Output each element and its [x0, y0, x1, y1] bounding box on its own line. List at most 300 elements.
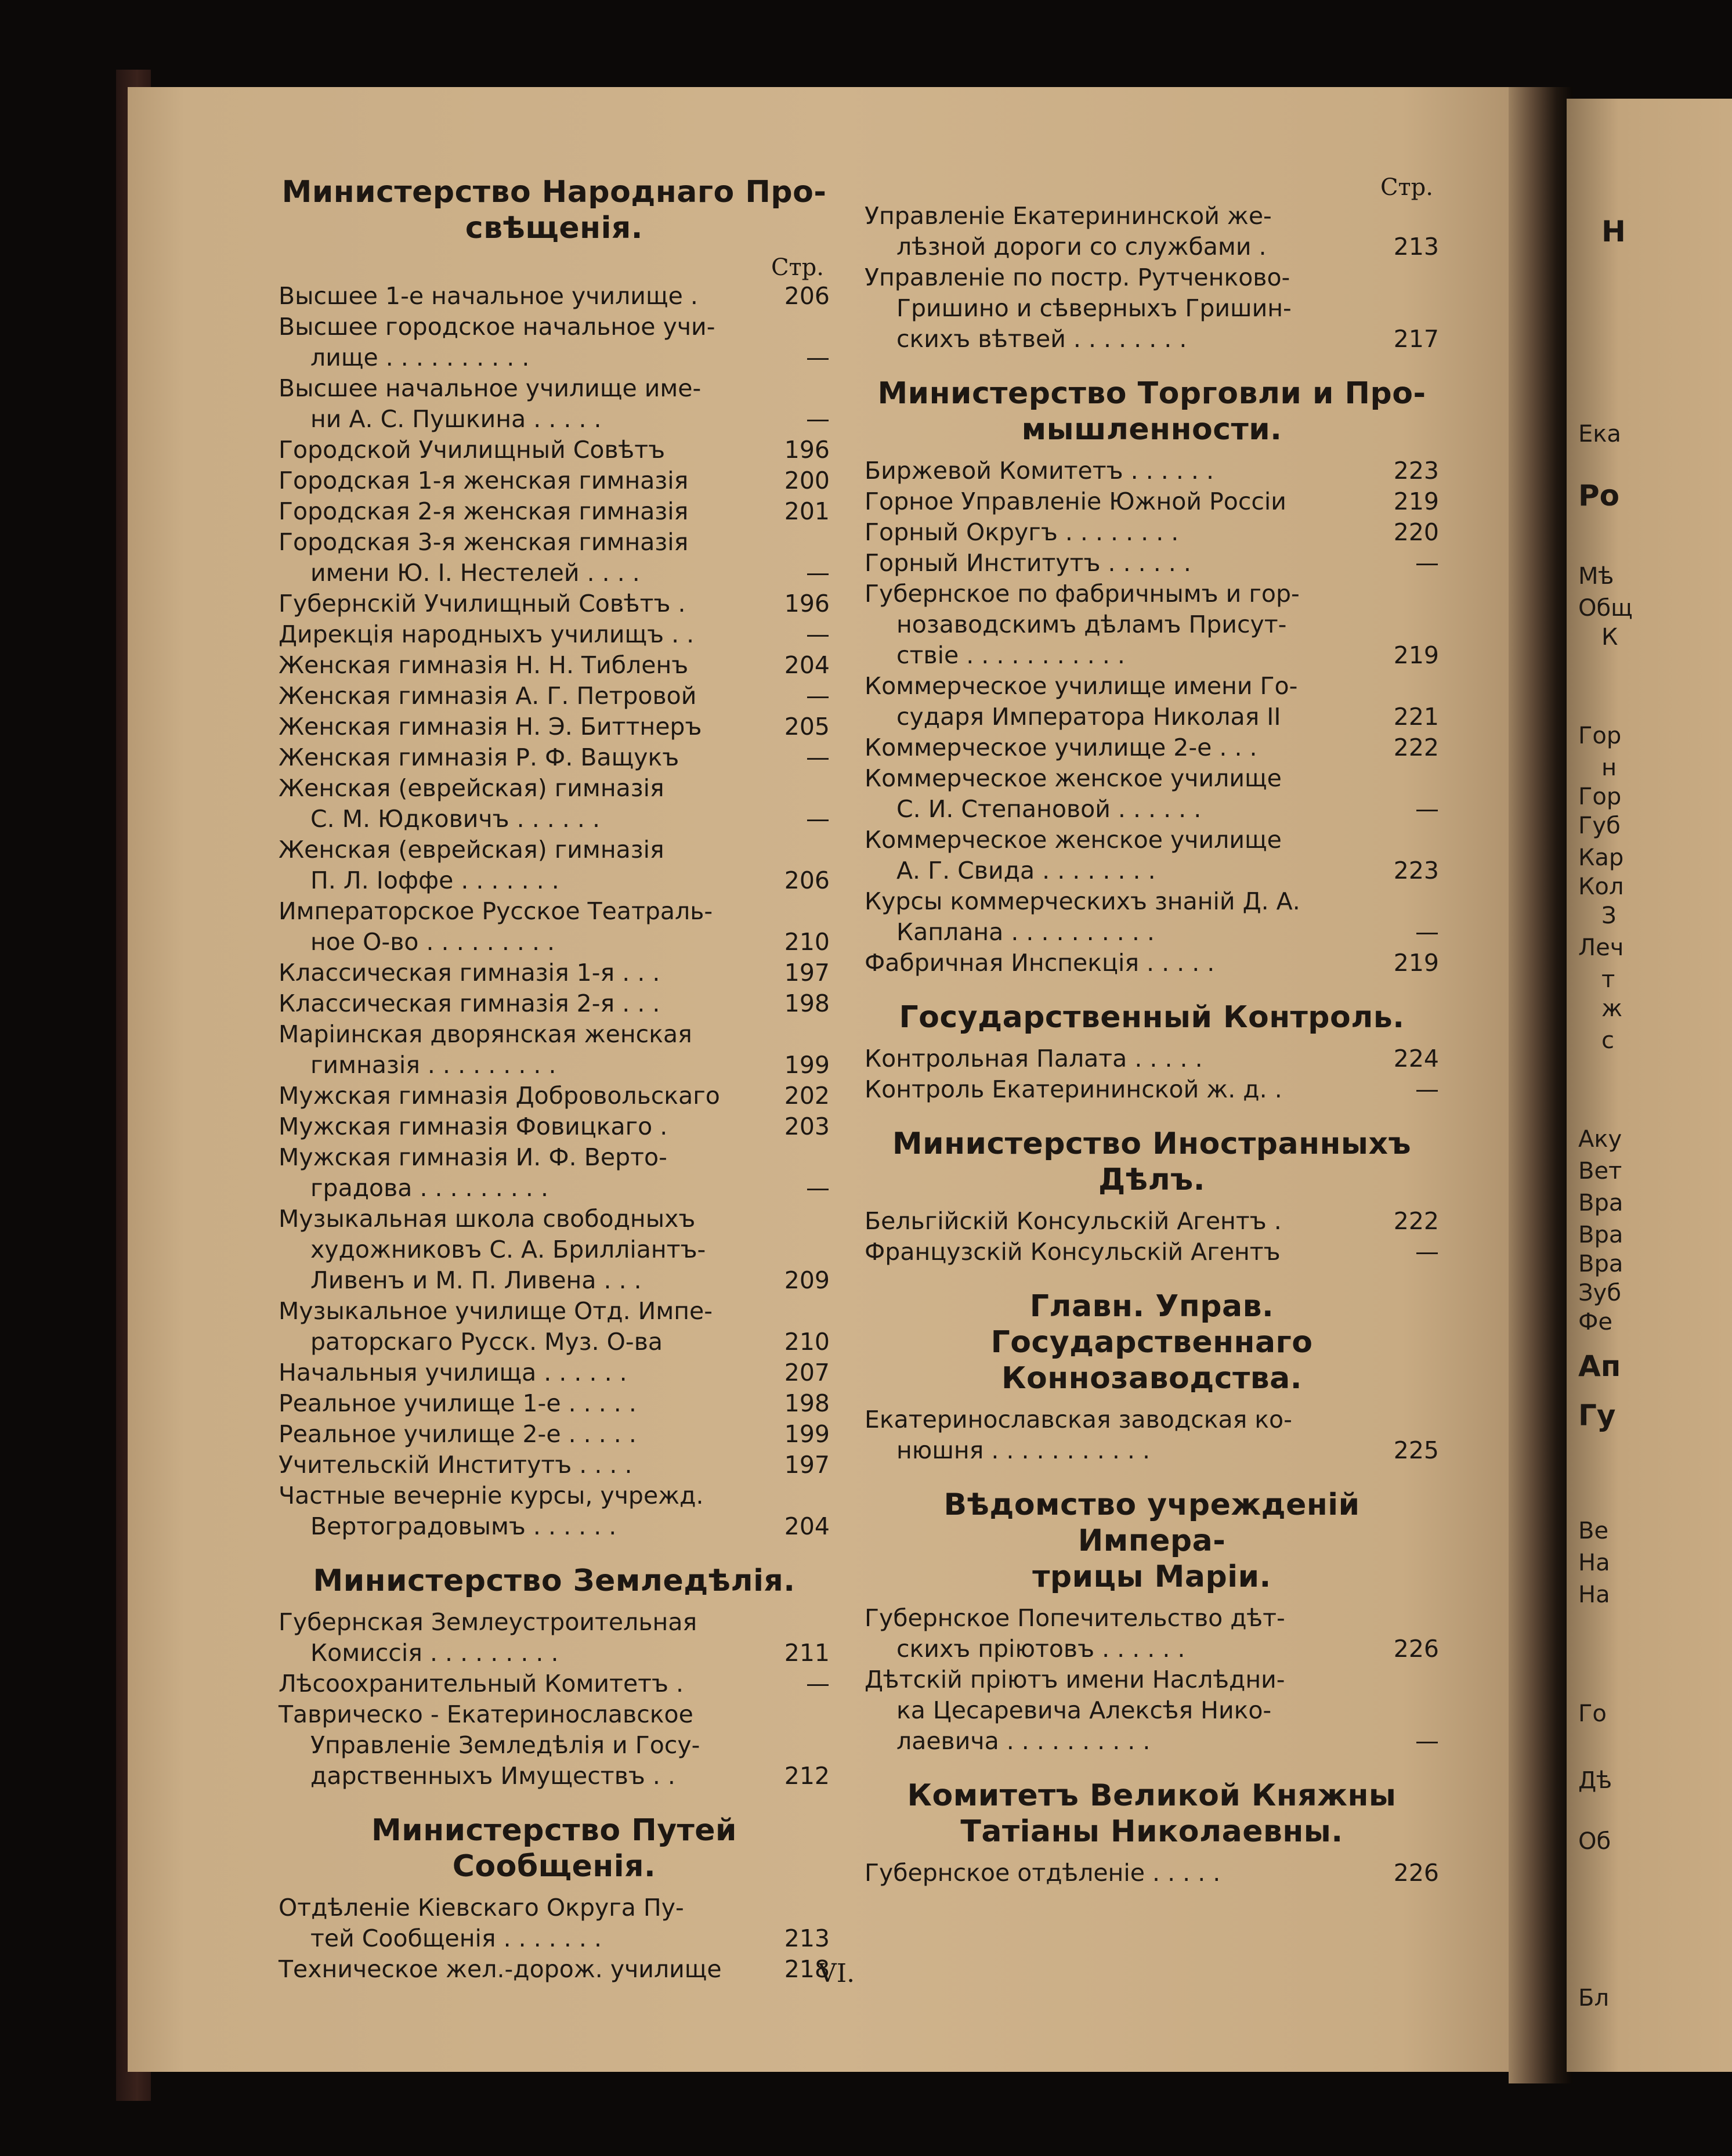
entry-title-line: Биржевой Комитетъ . . . . . . [865, 457, 1214, 485]
entry-title-line: сударя Императора Николая II [896, 703, 1281, 731]
entry-title [279, 1388, 766, 1419]
index-entry [865, 1237, 1439, 1267]
entry-page-number: 198 [784, 989, 830, 1017]
index-entry [279, 1111, 830, 1142]
entry-title [279, 1607, 766, 1669]
entry-title-line: художниковъ С. А. Брилліантъ- [310, 1236, 706, 1263]
section-heading [279, 1563, 830, 1599]
entry-page-number: 226 [1393, 1859, 1439, 1887]
facing-page-text-fragment: Гу [1578, 1399, 1616, 1432]
entry-title [865, 825, 1375, 886]
entry-title [279, 1204, 766, 1296]
section-heading-line: трицы Маріи. [1032, 1559, 1271, 1594]
index-entry [279, 1893, 830, 1954]
section-heading [279, 1812, 830, 1884]
facing-page-text-fragment: Ап [1578, 1349, 1621, 1383]
entry-page-number: 206 [784, 866, 830, 894]
section-gap [279, 1792, 830, 1812]
entry-page-number: 201 [784, 497, 830, 525]
entry-page-number: — [806, 344, 830, 371]
section-heading-line: Дѣлъ. [1098, 1162, 1205, 1197]
entry-page-number: 212 [784, 1762, 830, 1790]
facing-page-text-fragment: Общ [1578, 595, 1633, 622]
entry-title-line: скихъ пріютовъ . . . . . . [896, 1635, 1185, 1663]
entry-title-line: Лѣсоохранительный Комитетъ . [279, 1670, 684, 1698]
entry-title-line: градова . . . . . . . . . [310, 1174, 548, 1202]
entry-page-number: — [1415, 1238, 1439, 1266]
entry-title-line: гимназія . . . . . . . . . [310, 1051, 556, 1079]
entry-title-line: Музыкальная школа свободныхъ [279, 1205, 696, 1233]
entry-page-number: 222 [1393, 734, 1439, 761]
entry-title-line: Женская гимназія Н. Э. Биттнеръ [279, 713, 702, 741]
entry-title-line: Ливенъ и М. П. Ливена . . . [310, 1266, 642, 1294]
entry-title [279, 681, 766, 712]
section-gap [865, 1757, 1439, 1778]
entry-page-number: 204 [784, 651, 830, 679]
facing-page-text-fragment: Мѣ [1578, 563, 1614, 590]
entry-title-line: дарственныхъ Имуществъ . . [310, 1762, 675, 1790]
entry-title-line: Губернскій Училищный Совѣтъ . [279, 590, 686, 617]
entry-title-line: Таврическо - Екатеринославское [279, 1700, 693, 1728]
entry-title-line: Городской Училищный Совѣтъ [279, 436, 666, 464]
index-entry [279, 1388, 830, 1419]
entry-page-number: 217 [1393, 325, 1439, 353]
facing-page-text-fragment: Го [1578, 1700, 1607, 1727]
book-gutter [1509, 87, 1572, 2083]
index-entry [865, 1603, 1439, 1664]
entry-page-number: 211 [784, 1639, 830, 1667]
entry-title-line: П. Л. Іоффе . . . . . . . [310, 866, 559, 894]
entry-title-line: Управленіе по постр. Рутченково- [865, 263, 1290, 291]
entry-title-line: Горный Институтъ . . . . . . [865, 549, 1191, 577]
entry-title [865, 1858, 1375, 1888]
entry-title [865, 486, 1375, 517]
facing-page-text-fragment: с [1601, 1027, 1614, 1054]
entry-title [865, 1074, 1375, 1105]
entry-title [279, 312, 766, 373]
section-gap [865, 1267, 1439, 1288]
entry-title [279, 588, 766, 619]
entry-title-line: С. И. Степановой . . . . . . [896, 795, 1202, 823]
entry-page-number: 204 [784, 1512, 830, 1540]
index-entry [279, 650, 830, 681]
entry-title-line: Высшее начальное училище име- [279, 374, 702, 402]
entry-title [865, 1404, 1375, 1466]
entry-title [279, 373, 766, 435]
entry-title [279, 988, 766, 1019]
entry-page-number: 219 [1393, 641, 1439, 669]
entry-title [865, 548, 1375, 579]
entry-title [865, 201, 1375, 262]
entry-title [279, 1081, 766, 1111]
index-entry [865, 1043, 1439, 1074]
entry-page-number: 197 [784, 959, 830, 987]
page-number: VI. [818, 1959, 855, 1988]
entry-title-line: Женская (еврейская) гимназія [279, 774, 664, 802]
index-entry [279, 496, 830, 527]
facing-page-text-fragment: ж [1601, 995, 1623, 1022]
entry-page-number: 205 [784, 713, 830, 741]
entry-title-line: Классическая гимназія 1-я . . . [279, 959, 660, 987]
index-entry [279, 1607, 830, 1669]
entry-title-line: Управленіе Земледѣлія и Госу- [310, 1731, 700, 1759]
section-gap [865, 978, 1439, 999]
index-entry [865, 456, 1439, 486]
facing-page-text-fragment: Вра [1578, 1190, 1623, 1216]
entry-page-number: — [1415, 795, 1439, 823]
facing-page-text-fragment: Ека [1578, 421, 1621, 447]
index-entry [865, 732, 1439, 763]
index-entry [279, 1954, 830, 1985]
entry-title-line: Женская гимназія Н. Н. Тибленъ [279, 651, 689, 679]
entry-title-line: Коммерческое женское училище [865, 764, 1282, 792]
facing-page-text-fragment: Гор [1578, 723, 1622, 749]
index-entry [279, 1204, 830, 1296]
entry-page-number: 210 [784, 1328, 830, 1356]
index-entry [279, 1480, 830, 1542]
entry-title [279, 1893, 766, 1954]
entry-title [865, 1664, 1375, 1757]
entry-page-number: 226 [1393, 1635, 1439, 1663]
entry-title-line: Французскій Консульскій Агентъ [865, 1238, 1281, 1266]
index-entry [865, 763, 1439, 825]
entry-title-line: Мужская гимназія И. Ф. Верто- [279, 1143, 667, 1171]
index-entry [279, 1296, 830, 1357]
entry-page-number: — [1415, 549, 1439, 577]
section-heading [865, 375, 1439, 447]
entry-page-number: 196 [784, 436, 830, 464]
entry-title-line: Губернское отдѣленіе . . . . . [865, 1859, 1221, 1887]
entry-title-line: Екатеринославская заводская ко- [865, 1406, 1292, 1433]
entry-title [865, 1043, 1375, 1074]
index-entry [279, 527, 830, 588]
section-heading-line: свѣщенія. [465, 211, 643, 245]
book-page-right-fragment [1567, 99, 1732, 2072]
entry-title [865, 732, 1375, 763]
section-heading-line: Министерство Иностранныхъ [892, 1126, 1412, 1161]
index-entry [279, 896, 830, 958]
entry-title-line: Губернское по фабричнымъ и гор- [865, 580, 1300, 608]
entry-title-line: Дирекція народныхъ училищъ . . [279, 620, 695, 648]
entry-page-number: — [1415, 1075, 1439, 1103]
facing-page-text-fragment: Вра [1578, 1222, 1623, 1248]
entry-page-number: — [806, 805, 830, 833]
entry-page-number: — [806, 1174, 830, 1202]
entry-title-line: С. М. Юдковичъ . . . . . . [310, 805, 600, 833]
index-entry [279, 435, 830, 465]
entry-page-number: 210 [784, 928, 830, 956]
facing-page-text-fragment: Аку [1578, 1126, 1622, 1153]
index-entry [279, 1669, 830, 1699]
section-heading [865, 1778, 1439, 1850]
facing-page-text-fragment: Губ [1578, 812, 1621, 839]
entry-title-line: Курсы коммерческихъ знаній Д. А. [865, 887, 1300, 915]
entry-title-line: Частные вечерніе курсы, учрежд. [279, 1482, 704, 1509]
entry-page-number: — [1415, 1727, 1439, 1755]
entry-title-line: Каплана . . . . . . . . . . [896, 918, 1155, 946]
entry-title-line: Губернское Попечительство дѣт- [865, 1604, 1285, 1632]
facing-page-text-fragment: Ро [1578, 479, 1619, 512]
facing-page-text-fragment: Бл [1578, 1985, 1610, 2011]
index-entry [279, 465, 830, 496]
index-entry [279, 742, 830, 773]
index-entry [279, 1699, 830, 1792]
entry-page-number: 197 [784, 1451, 830, 1479]
entry-title-line: нюшня . . . . . . . . . . . [896, 1436, 1151, 1464]
facing-page-text-fragment: На [1578, 1581, 1610, 1608]
index-entry [279, 773, 830, 835]
section-heading [279, 174, 830, 246]
entry-page-number: 219 [1393, 949, 1439, 977]
entry-title-line: Женская гимназія А. Г. Петровой [279, 682, 697, 710]
entry-title [865, 262, 1375, 355]
section-gap [865, 1105, 1439, 1126]
facing-page-text-fragment: Вет [1578, 1158, 1622, 1184]
facing-page-text-fragment: т [1601, 966, 1615, 993]
entry-page-number: 199 [784, 1051, 830, 1079]
facing-page-text-fragment: Фе [1578, 1309, 1613, 1335]
entry-title [865, 579, 1375, 671]
entry-page-number: 223 [1393, 857, 1439, 884]
entry-page-number: 220 [1393, 518, 1439, 546]
entry-title-line: раторскаго Русск. Муз. О-ва [310, 1328, 663, 1356]
entry-title-line: Губернская Землеустроительная [279, 1608, 697, 1636]
index-entry [865, 1206, 1439, 1237]
entry-title-line: Женская гимназія Р. Ф. Ващукъ [279, 743, 679, 771]
index-entry [865, 886, 1439, 948]
entry-title [279, 435, 766, 465]
entry-title-line: Бельгійскій Консульскій Агентъ . [865, 1207, 1282, 1235]
entry-title [279, 1111, 766, 1142]
entry-title-line: Музыкальное училище Отд. Импе- [279, 1297, 713, 1325]
index-entry [865, 579, 1439, 671]
entry-title-line: Дѣтскій пріютъ имени Наслѣдни- [865, 1666, 1285, 1693]
entry-page-number: 200 [784, 467, 830, 494]
section-heading-line: Коннозаводства. [1001, 1361, 1302, 1396]
page-column-label: Стр. [771, 254, 824, 281]
entry-title-line: Горный Округъ . . . . . . . . [865, 518, 1179, 546]
entry-title-line: Городская 1-я женская гимназія [279, 467, 689, 494]
entry-title-line: Мужская гимназія Добровольскаго [279, 1082, 720, 1110]
entry-title-line: Гришино и сѣверныхъ Гришин- [896, 294, 1292, 322]
entry-title-line: Техническое жел.-дорож. училище [279, 1955, 722, 1983]
entry-title [865, 1603, 1375, 1664]
entry-page-number: 219 [1393, 487, 1439, 515]
entry-title [279, 1419, 766, 1450]
entry-title-line: ни А. С. Пушкина . . . . . [310, 405, 602, 433]
entry-title [279, 527, 766, 588]
section-gap [865, 1466, 1439, 1487]
section-heading-line: Главн. Управ. Государственнаго [990, 1289, 1313, 1360]
entry-title-line: скихъ вѣтвей . . . . . . . . [896, 325, 1187, 353]
entry-title-line: Городская 2-я женская гимназія [279, 497, 689, 525]
index-entry [865, 1664, 1439, 1757]
index-entry [279, 1081, 830, 1111]
facing-page-text-fragment: Дѣ [1578, 1767, 1612, 1794]
entry-title [279, 1142, 766, 1204]
entry-title-line: Высшее городское начальное учи- [279, 313, 715, 341]
entry-title-line: Высшее 1-е начальное училище . [279, 282, 698, 310]
index-entry [279, 1419, 830, 1450]
entry-title-line: А. Г. Свида . . . . . . . . [896, 857, 1156, 884]
section-heading-line: Министерство Земледѣлія. [313, 1563, 796, 1598]
entry-title [865, 886, 1375, 948]
entry-page-number: 225 [1393, 1436, 1439, 1464]
entry-title [279, 742, 766, 773]
entry-title-line: Отдѣленіе Кіевскаго Округа Пу- [279, 1894, 684, 1922]
index-entry [865, 671, 1439, 732]
facing-page-text-fragment: н [1601, 754, 1617, 781]
entry-title [865, 456, 1375, 486]
index-entry [279, 988, 830, 1019]
entry-title [865, 1237, 1375, 1267]
entry-title-line: Коммерческое училище имени Го- [865, 672, 1298, 700]
index-entry [279, 281, 830, 312]
index-entry [279, 1142, 830, 1204]
section-heading-line: Татіаны Николаевны. [960, 1814, 1343, 1849]
entry-page-number: 206 [784, 282, 830, 310]
entry-title-line: ка Цесаревича Алексѣя Нико- [896, 1696, 1272, 1724]
facing-page-text-fragment: Вра [1578, 1251, 1623, 1277]
index-entry [279, 588, 830, 619]
entry-title-line: имени Ю. І. Нестелей . . . . [310, 559, 640, 587]
section-gap [865, 355, 1439, 375]
entry-title-line: лаевича . . . . . . . . . . [896, 1727, 1151, 1755]
entry-page-number: 221 [1393, 703, 1439, 731]
index-entry [865, 201, 1439, 262]
section-heading [865, 1288, 1439, 1396]
entry-title-line: Императорское Русское Театраль- [279, 897, 713, 925]
entry-title-line: тей Сообщенія . . . . . . . [310, 1924, 602, 1952]
entry-page-number: — [806, 405, 830, 433]
entry-title-line: Вертоградовымъ . . . . . . [310, 1512, 617, 1540]
entry-title-line: Горное Управленіе Южной Россіи [865, 487, 1286, 515]
facing-page-text-fragment: На [1578, 1550, 1610, 1576]
facing-page-text-fragment: Н [1601, 215, 1626, 248]
entry-title [279, 1669, 766, 1699]
entry-title-line: Фабричная Инспекція . . . . . [865, 949, 1215, 977]
entry-title [279, 835, 766, 896]
entry-title-line: Мужская гимназія Фовицкаго . [279, 1113, 668, 1140]
index-entry [279, 312, 830, 373]
entry-page-number: 224 [1393, 1045, 1439, 1072]
entry-title [279, 1699, 766, 1792]
index-entry [865, 1858, 1439, 1888]
entry-title-line: лище . . . . . . . . . . [310, 344, 530, 371]
entry-title [279, 896, 766, 958]
index-entry [865, 1074, 1439, 1105]
entry-title-line: ное О-во . . . . . . . . . [310, 928, 555, 956]
entry-page-number: — [806, 1670, 830, 1698]
index-entry [279, 958, 830, 988]
entry-title-line: Контрольная Палата . . . . . [865, 1045, 1203, 1072]
entry-page-number: 198 [784, 1389, 830, 1417]
entry-title [279, 465, 766, 496]
entry-page-number: — [806, 743, 830, 771]
entry-title-line: Управленіе Екатерининской же- [865, 202, 1272, 230]
entry-page-number: 213 [1393, 233, 1439, 261]
section-heading-line: Комитетъ Великой Княжны [907, 1778, 1397, 1813]
entry-title-line: Маріинская дворянская женская [279, 1020, 692, 1048]
entry-title [279, 281, 766, 312]
index-entry [279, 1450, 830, 1480]
section-gap [279, 1542, 830, 1563]
facing-page-text-fragment: Ве [1578, 1518, 1609, 1544]
entry-page-number: 207 [784, 1359, 830, 1386]
facing-page-text-fragment: Зуб [1578, 1280, 1621, 1306]
entry-page-number: 218 [784, 1955, 830, 1983]
entry-title-line: лѣзной дороги со службами . [896, 233, 1267, 261]
entry-title [865, 1206, 1375, 1237]
entry-page-number: — [806, 559, 830, 587]
index-entry [279, 1019, 830, 1081]
entry-page-number: 223 [1393, 457, 1439, 485]
section-heading [865, 1126, 1439, 1198]
index-entry [865, 825, 1439, 886]
index-entry [279, 1357, 830, 1388]
entry-title-line: ствіе . . . . . . . . . . . [896, 641, 1125, 669]
index-column-left [279, 174, 830, 1985]
section-heading-line: Министерство Народнаго Про- [281, 175, 827, 210]
entry-title-line: Женская (еврейская) гимназія [279, 836, 664, 864]
section-heading-line: Вѣдомство учрежденій Импера- [943, 1487, 1360, 1558]
entry-title [279, 1480, 766, 1542]
entry-title [279, 773, 766, 835]
facing-page-text-fragment: Об [1578, 1828, 1611, 1855]
index-entry [865, 1404, 1439, 1466]
entry-title [865, 517, 1375, 548]
index-entry [279, 373, 830, 435]
entry-title [865, 948, 1375, 978]
entry-title [279, 1450, 766, 1480]
index-entry [865, 262, 1439, 355]
entry-page-number: 199 [784, 1420, 830, 1448]
facing-page-text-fragment: Кол [1578, 873, 1624, 900]
facing-page-text-fragment: К [1601, 624, 1618, 651]
entry-title [865, 763, 1375, 825]
entry-page-number: 196 [784, 590, 830, 617]
entry-title-line: нозаводскимъ дѣламъ Присут- [896, 611, 1287, 638]
entry-title [279, 712, 766, 742]
index-entry [865, 948, 1439, 978]
section-heading-line: мышленности. [1021, 412, 1282, 447]
facing-page-text-fragment: З [1601, 902, 1617, 929]
entry-title [865, 671, 1375, 732]
entry-title-line: Учительскій Институтъ . . . . [279, 1451, 632, 1479]
index-entry [279, 835, 830, 896]
facing-page-text-fragment: Леч [1578, 934, 1624, 961]
entry-title [279, 958, 766, 988]
entry-title [279, 1954, 766, 1985]
section-heading [865, 999, 1439, 1035]
entry-title [279, 1019, 766, 1081]
entry-title-line: Реальное училище 2-е . . . . . [279, 1420, 637, 1448]
entry-title [279, 650, 766, 681]
entry-page-number: — [806, 620, 830, 648]
entry-title [279, 496, 766, 527]
index-column-right [865, 174, 1439, 1888]
entry-title-line: Городская 3-я женская гимназія [279, 528, 689, 556]
entry-title-line: Начальныя училища . . . . . . [279, 1359, 627, 1386]
entry-page-number: 203 [784, 1113, 830, 1140]
index-entry [279, 681, 830, 712]
entry-title [279, 619, 766, 650]
page-column-label: Стр. [1380, 174, 1433, 201]
section-heading-line: Государственный Контроль. [899, 1000, 1405, 1035]
entry-page-number: 213 [784, 1924, 830, 1952]
entry-page-number: — [1415, 918, 1439, 946]
entry-title-line: Коммерческое женское училище [865, 826, 1282, 854]
